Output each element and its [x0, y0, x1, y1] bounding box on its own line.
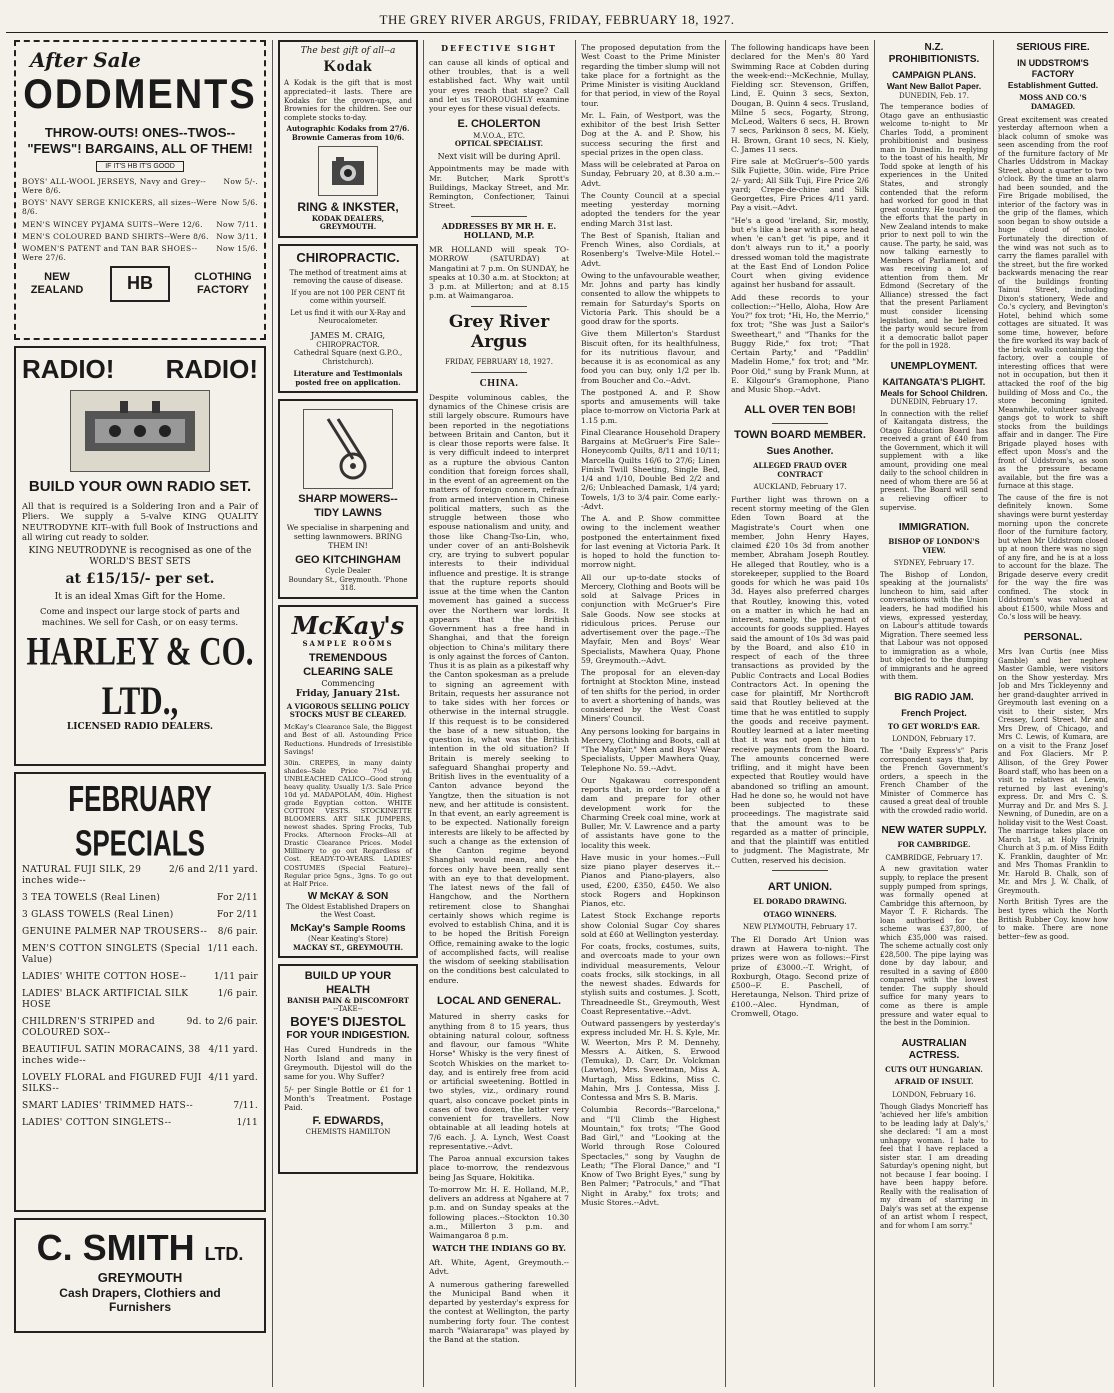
sues-another: Sues Another. [766, 446, 834, 458]
item-name: MEN'S COTTON SINGLETS (Special Value) [22, 944, 201, 966]
list-item [22, 1101, 258, 1112]
item-price: Now 15/6. [216, 243, 258, 253]
column-1 [14, 40, 266, 1387]
passengers-text: Outward passengers by yesterday's express included Mr. H. S. Kyle, Mr. W. Weerton, Mrs P. M. Dennehy, Messrs A. Aitken, S. Erwood (Temuka), D. Carr, Dr. Volckman (Lawton), Mrs. Sweetman, Miss A. Murtagh, Miss Edkins, Miss C. Mahin, Mrs J. Contessa, Miss J. Contessa and Mrs S. B. Maris. [581, 1019, 720, 1102]
chiro-text: The method of treatment aims at removing the cause of disease. [289, 268, 407, 286]
csmith-ad [14, 1218, 266, 1333]
china-heading: CHINA. [479, 377, 519, 389]
stock-text: Latest Stock Exchange reports show Colonial Sugar Coy shares sold at £60 at Wellington yesterday. [581, 911, 720, 939]
up-to-date-text: All our up-to-date stocks of Mercery, Clothing and Boots will be sold at Salvage Prices in conjunction with McGruer's Fire Sale Goods. Now see stocks at ridiculous prices. Peruse our advertisement over the page.--The Mayfair, Men and Boys' Wear Specialists, Mawhera Quay, Phone 59, Greymouth.--Advt. [581, 572, 720, 665]
moss-text: Mass will be celebrated at Paroa on Sunday, February 20, at 8.30 a.m.--Advt. [581, 160, 720, 188]
column-2 [278, 40, 418, 1387]
list-item [22, 232, 258, 241]
item-price: 1/11 [236, 1117, 258, 1128]
item-name: GENUINE PALMER NAP TROUSERS-- [22, 927, 208, 938]
kodak-text: A Kodak is the gift that is most appreciated--it lasts. There are Kodaks for the grown-ups, and Brownies for the children. See our complete stocks to-day. [284, 79, 412, 122]
tidy-lawns-heading: TIDY LAWNS [314, 506, 382, 519]
town-board-heading: TOWN BOARD MEMBER. [734, 428, 866, 441]
sale-items: 30in. CREPES, in many dainty shades--Sale Price 7½d yd. UNBLEACHED CALICO--Good strong heavy quality. Usually 1/3. Sale Price 10d yd. MADAPOLAM, 40in. Highest grade Egyptian cotton. WHITE COTTON VESTS. STOCKINETTE BLOOMERS. ART SILK JUMPERS, newest shades. Spring Frocks, Tub Frocks. Afternoon Frocks--All at Drastic Clearance Prices. Model Millinery to go out Regardless of Cost. READY-TO-WEARS. LADIES' COSTUMES (Special Feature)--Regular price 5gns., 3gns. To go out at Half Price. [284, 759, 412, 888]
item-name: SMART LADIES' TRIMMED HATS-- [22, 1100, 193, 1111]
serious-fire-heading: SERIOUS FIRE. [1016, 42, 1090, 53]
establishment-gutted: Establishment Gutted. [1007, 80, 1099, 91]
list-item [22, 910, 258, 921]
item-name: BOYS' NAVY SERGE KNICKERS, all sizes--Were 8/6. [22, 198, 217, 217]
column-7 [998, 40, 1108, 1387]
item-price: 9d. to 2/6 pair. [186, 1017, 258, 1028]
list-item [22, 1017, 258, 1039]
radio-heading-right: RADIO! [165, 354, 258, 384]
music-text: Have music in your homes.--Full size piano player deserves it.--Pianos and Piano-players, also used, £200, £350, £450. We also stock Rogers and Hopkinson Pianos, etc. [581, 852, 720, 908]
after-sale-heading: After Sale [30, 48, 141, 72]
oldest-drapers: The Oldest Established Drapers on the West Coast. [285, 902, 410, 920]
lawnmower-illustration [303, 409, 393, 489]
list-item [22, 972, 258, 983]
watch-indians: WATCH THE INDIANS GO BY. [432, 1243, 566, 1254]
kaitangata-heading: KAITANGATA'S PLIGHT. [882, 376, 986, 387]
indigestion-label: FOR YOUR INDIGESTION. [286, 1029, 410, 1041]
fire-text: Great excitement was created yesterday afternoon when a black column of smoke was seen ascending from the roof of the furniture factory of Mr Charles Uddstrom in Mackay Street, about a quarter to two o'clock. By the time an alarm had been sounded, and the Fire Brigade mobilised, the interior of the factory was in the grip of the flames, which soon began to show outside a huge cloud of smoke. Fortunately the direction of the wind was not such as to carry the flames parallel with the street, but the fire worked backwards menacing the rear of the buildings fronting Tainui Street, including Dixon's stationery, Wede and Co.'s cyclery, and Bevington's Hotel, behind which some cottages are situated. It was some time, however, before the fire worked its way back of the brick walls containing the factory, over a couple of interesting offices that were not in occupation, but then it attacked the roof of the big building of Moss and Co., the store becoming ignited. Meanwhile, volunteer salvage gangs got to work to shift stocks from the buildings affair and in danger. The Fire Brigade played hoses with effect upon Moss's and the front of Uddstrom's, as soon as the pressure became available, but the fire was a furnace at this stage. [998, 115, 1108, 491]
art-union-heading: ART UNION. [767, 880, 833, 893]
moss-damaged: MOSS AND CO.'S DAMAGED. [1019, 93, 1087, 112]
cholerton-qualifications: M.V.O.A., ETC. [473, 131, 525, 140]
sale-text: McKay's Clearance Sale, the Biggest and Best of all. Astounding Price Reductions. Hundreds of Irresistible Savings! [284, 722, 412, 756]
china-text: Despite voluminous cables, the dynamics of the Chinese crisis are still largely obscure. Rumours have been reported in the negotiations between Britain and Canton, but it is clear those reports were false. It is very difficult indeed to interpret as a rupture the obvious Canton condition that foreign forces shall, in the event of an agreement on the matters of foreign concern, refrain from armed intervention in Chinese political matters, such as the struggle between those who espouse nationalism and unity, and those like Chang-Tso-Lin, who, under cover of an anti-Bolshevik cry, are trying to subvert popular interests to their individual influence and prestige. It is strange that the rupture reports should issue at the time when the Canton movement has gained a success over the Northern war lords. It appears that the British Government has a free hand in Shanghai, and that the foreign objection to China's military there is only against the forces of Canton. Thus it is as plain as a pikestaff why the Canton spokesman as a prelude to signing an agreement with Britain, requests her assurance not to take sides with her forces or otherwise in the internal struggle. If this request is to be considered the base of a new situation, the question is, what was the British intention in the old situation? If Britain is merely seeking to safeguard Shanghai property and British lives in the eventuality of a Canton advance beyond the Yangtze, then the situation is not new, and her attitude is consistent. In that event, an early agreement is to be expected. Nationally foreign interests are likely to be affected by such a change as the extension of the Canton regime beyond Shanghai would mean, and the forces only have been really sent with an eye to that development. The latest news of the fall of Hangchow, and the Northern retirement close to Shanghai certainly shows which regime is evolved to establish China, and it is to be hoped the British Foreign Office, remaining awake to the logic of accomplished facts, will realise the wisdom of seeking stabilisation on the conditions best calculated to endure. [429, 392, 569, 985]
list-item [22, 198, 258, 216]
dunedin-date: DUNEDIN, Feb. 17. [899, 91, 969, 100]
item-price: 1/11 pair [213, 972, 258, 983]
deputation-text: The proposed deputation from the West Coast to the Prime Minister regarding the timber slump will not take place for a fortnight as the Prime Minister is visiting Auckland for that period, in view of the Royal tour. [581, 43, 720, 108]
kaitangata-text: In connection with the relief of Kaitangata distress, the Otago Education Board has received a grant of £40 from the Government, which it will supplement with a like amount, providing one meal daily to the school children in need of whom there are 56 at present. The Board will send a relieving officer to supervise. [880, 409, 988, 512]
item-price: 4/11 yard. [208, 1045, 258, 1056]
hb-logo: HB [110, 266, 170, 302]
item-price: 1/11 each. [207, 944, 258, 955]
big-radio-heading: BIG RADIO JAM. [894, 691, 974, 703]
sight-text: can cause all kinds of optical and other troubles, that is a well established fact. Why wait until your eyes reach that stage? Call and let us THOROUGHLY examine your eyes for these visual defects. [429, 57, 569, 113]
radio-gift: It is an ideal Xmas Gift for the Home. [54, 592, 226, 603]
item-price: Now 7/11. [216, 219, 258, 229]
local-text-3: To-morrow Mr. H. E. Holland, M.P., delivers an address at Ngahere at 7 p.m. and on Sunday speaks at the following places.--Stockton 10.30 a.m., Millerton 3 p.m. and Waimangaroa 8 p.m. [429, 1184, 569, 1241]
item-price: Now 5/6. [221, 198, 258, 208]
auckland-date: AUCKLAND, February 17. [753, 483, 847, 492]
radio-set-illustration [70, 390, 210, 472]
records-text: Add these records to your collection:--"Hello, Aloha, How Are You?" fox trot; "Hi, Ho, the Merrio," fox trot; "She was Just a Sailor's Sweetheart," and "Thanks for the Buggy Ride," fox trot; "That Certain Party," and "Paddlin' Madelin Home," fox trot; and "Mr. Poor Old," sung by Frank Munn, at E. Kilgour's Gramophone, Piano and Music Shop.--Advt. [731, 292, 869, 394]
sample-rooms-label: SAMPLE ROOMS [302, 638, 394, 648]
item-name: 3 GLASS TOWELS (Real Linen) [22, 910, 174, 921]
item-name: MEN'S COLOURED BAND SHIRTS--Were 8/6. [22, 231, 209, 241]
personal-text: Mrs Ivan Curtis (nee Miss Gamble) and her nephew Master Gamble, were visitors on the Show yesterday. Mrs Job and Mrs Tickleyenny and her grand-daughter arrived in Greymouth last evening on a visit to their sister, Mrs Cressey, Lord Street. Mr and Mrs Drew, of Chicago, and Mrs C. Lewis, of Kumara, are on a visit to the Franz Josef and Fox Glaciers. Mr P. Allison, of the Grey Power Board staff, who has been on a visit to relatives at Lewin, returned by last evening's express. Dr. and Mrs C. S. Murray and Dr. and Mrs S. J. Newning, of Dunedin, are on a holiday visit to the West Coast. The marriage takes place on March 1st, at Holy Trinity Church at 3 p.m. of Miss Edith K. Franklin, daughter of Mr. and Mrs Thomas Franklin to Mr. Harold B. Chalk, son of Mr. and Mrs J. W. Chalk, of Greymouth. [998, 648, 1108, 895]
mackay-street: MACKAY ST., GREYMOUTH. [292, 942, 404, 952]
list-item [22, 1045, 258, 1067]
chiropractic-heading: CHIROPRACTIC. [296, 249, 400, 265]
clearing-sale-heading: TREMENDOUS CLEARING SALE [303, 652, 393, 678]
optical-specialist: OPTICAL SPECIALIST. [454, 139, 544, 149]
local-text-4: A numerous gathering farewelled the Municipal Band when it departed by yesterday's express for the contest at Wellington, the party numbering forty four. The contest march "Waiararapa" was played by the Band at the station. [429, 1279, 569, 1345]
millerton-text: Give them Millerton's Stardust Biscuit often, for its healthfulness, for its nutritious flavour, and because it is as economical as any food you can buy, only 1/2 per lb. from Boucher and Co.--Advt. [581, 329, 720, 385]
item-name: 3 TEA TOWELS (Real Linen) [22, 893, 161, 904]
art-union-text: The El Dorado Art Union was drawn at Hawera to-night. The prizes were won as follows:--First prize of £3000.--T. Wright, of Roxburgh, Otago. Second prize of £500--F. E. Paschell, of Heretaunga, Nelson. Third prize of £100.--Alec. Hyndman, of Cromwell, Otago. [731, 934, 869, 1018]
masthead: THE GREY RIVER ARGUS, FRIDAY, FEBRUARY 18, 1927. [379, 12, 735, 27]
item-price: 7/11. [233, 1100, 258, 1111]
cash-drapers-label: Cash Drapers, Clothiers and Furnishers [59, 1285, 221, 1315]
item-price: 8/6 pair. [217, 927, 258, 938]
column-rule [874, 40, 875, 1387]
list-item [22, 927, 258, 938]
ring-inkster-heading: RING & INKSTER, [297, 200, 399, 215]
prohibitionists-heading: N.Z. PROHIBITIONISTS. [888, 42, 980, 66]
mckays-logo: McKay's [291, 610, 405, 640]
build-health-heading: BUILD UP YOUR HEALTH [304, 970, 392, 996]
banish-pain: BANISH PAIN & DISCOMFORT [287, 995, 409, 1005]
column-rule [575, 40, 576, 1387]
craig-address: Cathedral Square (next G.P.O., Christchurch). [293, 349, 403, 366]
sharp-mowers-heading: SHARP MOWERS-- [298, 493, 398, 506]
item-price: 4/11 yard. [208, 1073, 258, 1083]
column-rule [272, 40, 273, 1387]
dijestol-ad [278, 964, 418, 1174]
kodak-gift-line: The best gift of all--a [300, 46, 396, 56]
defective-sight-heading: DEFECTIVE SIGHT [441, 43, 557, 53]
bishop-view: BISHOP OF LONDON'S VIEW. [888, 537, 980, 555]
list-item [22, 865, 258, 887]
mckays-rooms: McKay's Sample Rooms [290, 922, 406, 934]
actress-heading: AUSTRALIAN ACTRESS. [901, 1037, 967, 1061]
list-item [22, 1118, 258, 1129]
wmckay-heading: W McKAY & SON [307, 890, 389, 902]
next-visit: Next visit will be during April. [437, 151, 561, 161]
selling-policy: A VIGOROUS SELLING POLICY STOCKS MUST BE CLEARED. [286, 701, 410, 720]
meals-heading: Meals for School Children. [880, 387, 988, 398]
csmith-ltd: LTD. [204, 1244, 244, 1264]
boyes-price: 5/- per Single Bottle or £1 for 1 Month's Treatment. Postage Paid. [284, 1084, 412, 1112]
item-name: MEN'S WINCEY PYJAMA SUITS--Were 12/6. [22, 219, 203, 229]
furs-text: For coats, frocks, costumes, suits, and overcoats made to your own individual measurements, Velour coats frocks, silk stockings, in all the newest shades. Edwards for stylish suits and costumes. J. Scott, Threadneedle St., Greymouth, West Coast Representative.--Advt. [581, 942, 720, 1016]
list-item [22, 1073, 258, 1095]
column-4 [581, 40, 720, 1387]
item-name: LADIES' COTTON SINGLETS-- [22, 1117, 172, 1128]
ireland-text: "He's a good 'ireland, Sir, mostly, but e's like a bear with a sore head when 'e can't get 'is pipe, and it don't always run to it," a poorly dressed woman told the magistrate at the East End of London Police Court when giving evidence against her husband for assault. [731, 215, 869, 290]
throwouts-line: THROW-OUTS! ONES--TWOS-- [44, 124, 236, 140]
commencing-label: Commencing [321, 679, 375, 689]
column-6 [880, 40, 988, 1387]
radio-text: All that is required is a Soldering Iron and a Pair of Pliers. We supply a 5-valve KING QUALITY NEUTRODYNE KIT--with full Book of Instructions and all wiring cut ready to solder. [22, 502, 258, 544]
list-item [22, 220, 258, 229]
boyes-dijestol: BOYE'S DIJESTOL [290, 1013, 406, 1029]
french-project: French Project. [901, 707, 967, 718]
chiro-text-2: If you are not 100 PER CENT fit come within yourself. [291, 288, 405, 306]
item-name: BOYS' ALL-WOOL JERSEYS, Navy and Grey--Were 8/6. [22, 177, 206, 196]
fain-text: Mr. L. Fain, of Westport, was the exhibitor of the best Irish Setter Dog at the A. and P. Show, his success securing the first and special prizes in the open class. [581, 110, 720, 157]
dunedin-text: The temperance bodies of Otago gave an enthusiastic welcome to-night to Mr Charles Todd, a prominent prohibitionist and business man in Dunedin. In replying to the toast of his health, Mr Todd spoke at length of his experiences in the United States, and strongly contended that the reform had worked for good in that great country. He touched on the efforts that the party in New Zealand intends to make prior to next poll to win the cause. The party, he said, was now talking earnestly to Members of Parliament, and was receiving a lot of attention from them. Mr Edmond (Secretary of the Alliance) stressed the fact that the present Parliament must consider licensing legislation, and he believed the party would secure from it a democratic ballot paper for the poll in 1928. [880, 103, 988, 351]
unfavourable-text: Owing to the unfavourable weather, Mr. Johns and party has kindly consented to allow the whippets to remain for Saturday's Sports on Victoria Park. This should be a good draw for the sports. [581, 270, 720, 326]
item-price: 1/6 pair. [217, 989, 258, 1000]
cycle-dealer: Cycle Dealer [325, 566, 371, 575]
february-specials-ad [14, 772, 266, 1212]
new-water-heading: NEW WATER SUPPLY. [881, 825, 987, 837]
ngakawau-text: Our Ngakawau correspondent reports that, in order to lay off a dam and prepare for other development work for the Charming Creek coal mine, work at Buller, Mr. V. Lawrence and a party of assistants have gone to the locality this week. [581, 775, 720, 850]
new-plymouth-date: NEW PLYMOUTH, February 17. [743, 923, 857, 932]
item-price: For 2/11 [217, 893, 258, 904]
persons-text: Any persons looking for bargains in Mercery, Clothing and Boots, call at "The Mayfair," Men and Boys' Wear Specialists, Upper Mawhera Quay, Telephone No. 59.--Advt. [581, 726, 720, 773]
want-ballot: Want New Ballot Paper. [886, 81, 982, 92]
column-rule [725, 40, 726, 1387]
february-specials-heading: FEBRUARY SPECIALS [68, 777, 212, 864]
item-name: BEAUTIFUL SATIN MORACAINS, 38 inches wide-- [22, 1045, 201, 1067]
holland-addresses-heading: ADDRESSES BY MR H. E. HOLLAND, M.P. [441, 220, 557, 241]
sydney-date: SYDNEY, February 17. [893, 559, 975, 568]
kodak-dealers: KODAK DEALERS, GREYMOUTH. [311, 213, 385, 232]
list-item [22, 177, 258, 195]
cambridge-date: CAMBRIDGE, February 17. [885, 853, 983, 862]
personal-heading: PERSONAL. [1023, 631, 1083, 643]
mower-ad [278, 399, 418, 598]
item-price: Now 3/11. [216, 231, 258, 241]
radio-text-2: KING NEUTRODYNE is recognised as one of the WORLD'S BEST SETS [28, 546, 252, 568]
radio-ad [14, 346, 266, 766]
mower-text: We specialise in sharpening and setting lawnmowers. BRING THEM IN! [286, 523, 410, 551]
greymouth-label: GREYMOUTH [97, 1269, 183, 1285]
oddments-ad [14, 40, 266, 340]
local-text: Matured in sherry casks for anything from 8 to 15 years, thus obtaining natural colour, softness and flavour, our famous "White Horse" Whisky is the very finest of Scotch Whiskies on the market to-day, and is entirely free from acid or artificial sweetening. Bottled in two styles, viz., ordinary round quart, also concave pocket pints in cases of two dozen, the latter very convenient for travellers. Now obtainable at all leading hotels at 7/6 each. J. A. Lynch, West Coast representative.--Advt. [429, 1012, 569, 1151]
boyes-text: Has Cured Hundreds in the North Island and many in Greymouth. Dijestol will do the same for you. Why Suffer? [284, 1045, 412, 1082]
otago-winners: OTAGO WINNERS. [763, 909, 837, 919]
dunedin-date-2: DUNEDIN, February 17. [890, 398, 978, 407]
cuts-hungarian: CUTS OUT HUNGARIAN. [885, 1064, 983, 1074]
uddstrom-factory: IN UDDSTROM'S FACTORY [1017, 58, 1089, 80]
kodak-heading: Kodak [323, 57, 373, 75]
fire-text-2: The cause of the fire is not definitely known. Some shavings were burnt yesterday morning upon the concrete floor of the furniture factory, but when Mr Uddstrom closed up at noon there was no sign of any fire, and he is at a loss to account for the blaze. The Brigade deserve every credit for the way the fire was confined. The stock in Uddstrom's was valued at about £1500, while Moss and Co.'s loss will be heavy. [998, 493, 1108, 622]
masthead-rule [6, 32, 1108, 33]
radio-price: at £15/15/- per set. [65, 571, 215, 588]
kodak-ad [278, 40, 418, 238]
local-general-heading: LOCAL AND GENERAL. [436, 994, 562, 1007]
item-price: For 2/11 [217, 910, 258, 921]
list-item [22, 944, 258, 966]
london-date-2: LONDON, February 16. [892, 1091, 976, 1099]
handicaps-text: The following handicaps have been declared for the Men's 80 Yard Swimming Race at Cobden during the week-end:--McKechnie, Mullay, Fielding scr. Stevenson, Griffen, Lind, E. Quinn 3 secs, Sexton, Dougan, B. Quinn 4 secs. Trusland, Milne 5 secs, Fogarty, Strong, McLeod, Walters 6 secs, H. Brown 7 secs, Parkinson 8 secs, M. Kiely, H. Brown, Grant 10 secs, N. Kiely, C. James 11 secs. [731, 43, 869, 154]
column-rule [423, 40, 424, 1387]
geo-kitchingham: GEO KITCHINGHAM [295, 553, 401, 566]
near-keating: (Near Keating's Store) [308, 935, 388, 944]
world-ear: TO GET WORLD'S EAR. [887, 721, 981, 731]
list-item [22, 989, 258, 1011]
holland-text: MR HOLLAND will speak TO-MORROW (SATURDAY) at Mangatini at 7 p.m. On SUNDAY, he speaks at 10.30 a.m. at Stockton; at 3 p.m. at Millerton; and at 8.15 p.m. at Waimangaroa. [429, 245, 569, 301]
column-3 [429, 40, 569, 1387]
item-name: LADIES' BLACK ARTIFICIAL SILK HOSE [22, 989, 189, 1011]
all-over-heading: ALL OVER TEN BOB! [744, 404, 856, 417]
edwards-name: F. EDWARDS, [312, 1115, 384, 1127]
chiro-text-3: Let us find it with our X-Ray and Neurocalometer. [290, 308, 406, 326]
london-date: LONDON, February 17. [892, 735, 976, 744]
fire-sale-text: Fire sale at McGruer's--500 yards Silk Fujiette, 30in. wide, Fire Price 2/- yard; All Silk Tuji, Fire Price 2/6 yard; Crepe-de-chine and Silk Georgettes, Fire Prices 4/11 yard. Pay a visit.--Advt. [731, 157, 869, 213]
oddments-heading: ODDMENTS [23, 72, 257, 119]
immigration-heading: IMMIGRATION. [898, 522, 970, 534]
specials-list [22, 865, 258, 1128]
argus-title: Grey River Argus [448, 311, 550, 353]
el-dorado: EL DORADO DRAWING. [753, 897, 847, 907]
show-text: The A. and P. Show committee owing to the inclement weather postponed the entertainment fixed for last evening at Victoria Park. It is hoped to hold the function to-morrow night. [581, 514, 720, 570]
column-5 [731, 40, 869, 1387]
list-item [22, 893, 258, 904]
radio-jam-text: The "Daily Express's" Paris correspondent says that, by the French Government's orders, a speech in the French Chamber of the Minister of Commerce has caused a great deal of trouble with the crowded radio world. [880, 746, 988, 815]
bishop-text: The Bishop of London, speaking at the journalists' luncheon to him, said after conversations with the Union leaders, he had modified his views, expressed yesterday, on Labour's attitude towards Migration. There seemed less that Labour was not opposed to immigration as a whole, but objected to the dumping of immigrants and he agreed with them. [880, 570, 988, 682]
oddments-list [22, 177, 258, 262]
auckland-text: Further light was thrown on a recent stormy meeting of the Glen Eden Town Board at the Magistrate's Court when one member, John Henry Hayes, claimed £20 10s 3d from another member, Abraham Joseph Routley. He alleged that Routley, who is a storekeeper, supplied to the Board goods for which he was paid 10s 3d. Hayes also preferred charges that Routley, knowing this, voted on a matter in which he had an interest, namely, the payment of accounts for goods supplied. Hayes said the amount of 10s 3d was paid by the Board, and also £10 in respect of each of the three transactions as provided by the Public Contracts and Local Bodies Contractors Act. In opening the case for plaintiff, Mr Northcroft said that Routley believed at the time that he was entitled to supply the goods and receive payment. Routley learned at a later meeting that it was not open to him to receive payments from the Board. The amounts concerned were trifling, and it might have been expected that Routley would have abandoned so trifling an amount. Had he done so, he would not have been subjected to these proceedings. The magistrate said that the amount was to be regarded as a matter of principle, and that the plaintiff was entitled to judgment. The Magistrate, Mr Cutten, reserved his decision. [731, 494, 869, 865]
water-text: A new gravitation water supply, to replace the present supply pumped from springs, was formally opened at Cambridge this afternoon, by Mayor T. F. Richards. The loan authorised for the scheme was £37,800, of which £35,000 was raised. The scheme actually cost only £28,500. The pipe laying was done by day labour, and resulted in a saving of £800 compared with the lowest tender. The supply should suffice for many years to come as there is ample pressure and water equal to the best in the Dominion. [880, 865, 988, 1028]
chiropractic-ad [278, 244, 418, 393]
columbia-text: Columbia Records--"Barcelona," and "I'll Climb the Highest Mountain," fox trots; "The Good Bad Girl," and "Looking at the World through Rose Coloured Spectacles," song by Vaughn de Leath; "The Floral Dance," and "I Know of Two Bright Eyes," sung by Ben Palmer; "Patroculs," and "That Night in Araby," fox trots; and Music Stores.--Advt. [581, 1105, 720, 1207]
item-name: CHILDREN'S STRIPED and COLOURED SOX-- [22, 1017, 155, 1039]
new-zealand-label: NEW ZEALAND [30, 270, 84, 297]
harley-heading: HARLEY & CO. LTD., [26, 628, 254, 723]
kodak-camera-illustration [318, 146, 378, 196]
tyres-text: North British Tyres are the best tyres which the North British Rubber Coy. know how to make. There are none better--few as good. [998, 898, 1108, 941]
item-name: WOMEN'S PATENT and TAN BAR SHOES--Were 27/6. [22, 243, 198, 262]
editorial-date: FRIDAY, FEBRUARY 18, 1927. [445, 358, 553, 367]
item-name: NATURAL FUJI SILK, 29 inches wide-- [22, 865, 142, 887]
licensed-dealers: LICENSED RADIO DEALERS. [66, 721, 214, 732]
alleged-fraud: ALLEGED FRAUD OVER CONTRACT [753, 461, 847, 479]
item-price: 2/6 and 2/11 yard. [169, 865, 258, 876]
sale-date: Friday, January 21st. [295, 688, 401, 699]
chemists-label: CHEMISTS HAMILTON [305, 1128, 391, 1137]
csmith-name: C. SMITH [36, 1227, 195, 1268]
clothing-factory-label: CLOTHING FACTORY [194, 270, 252, 297]
final-clearance-text: Final Clearance Household Drapery Bargains at McGruer's Fire Sale--Honeycomb Quilts, 8/11 and 10/11; Marcella Quilts 16/6 to 27/6; Linen Finish Twill Sheeting, Single Bed, 1/4 and 1/10, Double Bed 2/2 and 2/6; Unbleached Damask, 1/4 yard; Towels, 1/3 to 3/4 pair. Come early.--Advt. [581, 427, 720, 511]
cycle-address: Boundary St., Greymouth. 'Phone 318. [288, 575, 408, 593]
kodak-prices: Autographic Kodaks from 27/6. Brownie Cameras from 10/6. [286, 124, 410, 142]
item-name: LADIES' WHITE COTTON HOSE-- [22, 972, 187, 983]
column-rule [993, 40, 994, 1387]
radio-heading-left: RADIO! [22, 354, 115, 384]
chiropractor-label: CHIROPRACTOR. [316, 340, 380, 349]
mckays-ad [278, 605, 418, 959]
take-label: --TAKE-- [333, 1005, 363, 1014]
watch-text: Aft. White, Agent, Greymouth.--Advt. [429, 1258, 569, 1277]
county-text: The County Council at a special meeting yesterday morning adopted the tenders for the year ending March 31st last. [581, 190, 720, 228]
afraid-insult: AFRAID OF INSULT. [894, 1077, 974, 1087]
item-name: LOVELY FLORAL and FIGURED FUJI SILKS-- [22, 1073, 202, 1094]
item-price: Now 5/-. [223, 177, 258, 186]
appointments-text: Appointments may be made with Mr. Butcher, Mark Sprott's Buildings, Mackay Street, and Mr. Remington, Confectioner, Tainui Street. [429, 164, 569, 211]
craig-name: JAMES M. CRAIG, [310, 330, 386, 340]
literature-line: Literature and Testimonials posted free on application. [293, 369, 403, 387]
for-cambridge: FOR CAMBRIDGE. [897, 840, 971, 850]
build-radio-heading: BUILD YOUR OWN RADIO SET. [28, 477, 252, 495]
list-item [22, 244, 258, 262]
campaign-plans: CAMPAIGN PLANS. [892, 70, 976, 81]
fews-line: "FEWS"! BARGAINS, ALL OF THEM! [27, 140, 253, 156]
proposal-text: The proposal for an eleven-day fortnight at Stockton Mine, instead of ten shifts for the period, in order to avert a shortening of hands, was considered by the West Coast Miners' Council. [581, 668, 720, 724]
hb-badge: IF IT'S HB IT'S GOOD [96, 161, 184, 172]
cholerton-name: E. CHOLERTON [457, 118, 541, 131]
local-text-2: The Paroa annual excursion takes place to-morrow, the rendezvous being Jas Square, Hokitika. [429, 1154, 569, 1182]
actress-text: Though Gladys Moncrieff has 'achieved her life's ambition to be leading lady at Daly's,' she declared: "I am a most unhappy woman. I hate to feel that I have replaced a sister star. I am dreading Saturday's opening night, but not because I fear booing. I have been happy before. Really with the realisation of my dream of starring in Daly's was set at the expense of an artist whom I respect, and for whom I am sorry." [880, 1102, 988, 1230]
best-spanish-text: The Best of Spanish, Italian and French Wines, also Cordials, at Rosenberg's Twelve-Mile Hotel.--Advt. [581, 230, 720, 268]
postponed-text: The postponed A. and P. Show sports and amusements will take place to-morrow on Victoria Park at 1.15 p.m. [581, 387, 720, 425]
radio-inspect: Come and inspect our large stock of parts and machines. We sell for Cash, or on easy terms. [40, 607, 240, 628]
unemployment-heading: UNEMPLOYMENT. [890, 360, 978, 372]
